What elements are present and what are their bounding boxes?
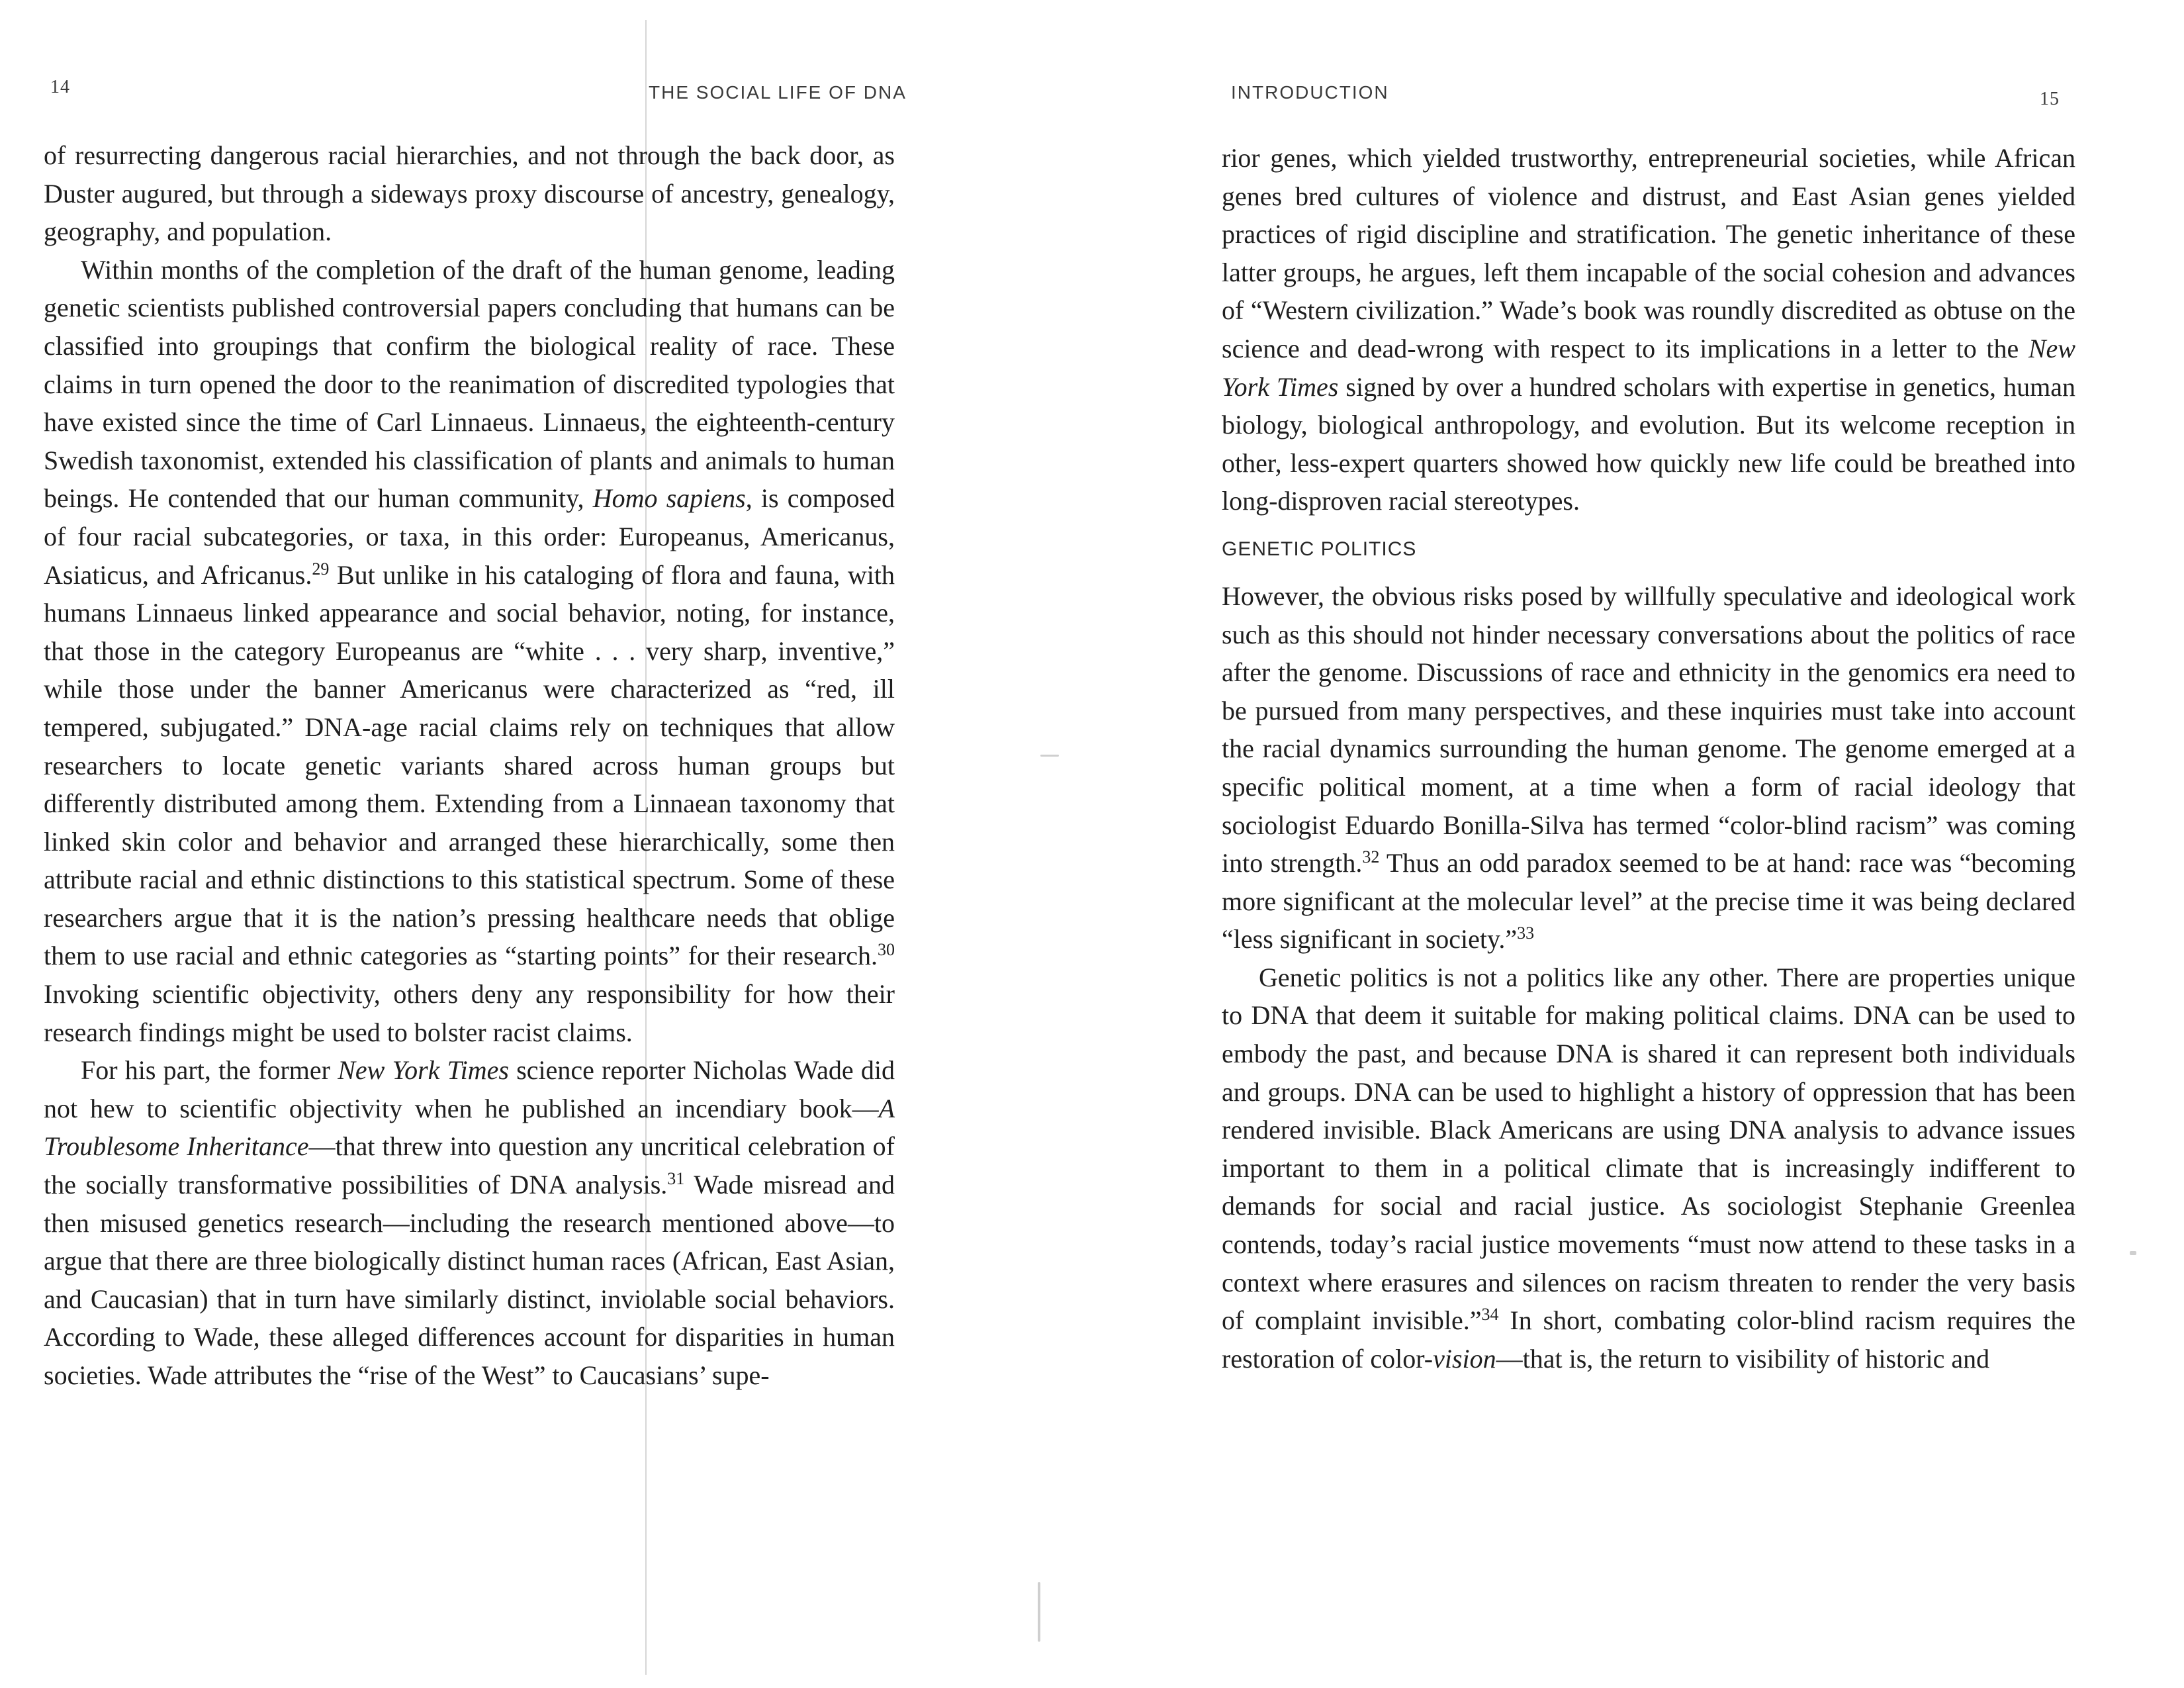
footnote-ref[interactable]: 32: [1362, 847, 1380, 867]
section-heading: GENETIC POLITICS: [1222, 538, 1417, 560]
text-run: In short, combating color-blind racism requires the restoration of color-: [1222, 1305, 2076, 1374]
text-run: Invoking scientific objectivity, others deny any responsibility for how their research findings might be used to bolster racist claims.: [44, 979, 895, 1047]
running-head: THE SOCIAL LIFE OF DNA: [649, 82, 907, 103]
text-run: —that threw into question any uncritical celebration of the socially transformative possibilities of DNA analysis.: [44, 1131, 895, 1200]
italic-text: New York Times: [338, 1055, 509, 1086]
left-page: [0, 0, 1032, 1688]
text-run: rior genes, which yielded trustworthy, entrepreneurial societies, while African genes bred cultures of violence and distrust, and East Asian genes yielded practices of rigid discipline and stratification. The genetic inheritance of these latter groups, he argues, left them incapable of the social cohesion and advances of “Western civilization.” Wade’s book was roundly discredited as obtuse on the science and dead-wrong with respect to its implications in a letter to the: [1222, 143, 2075, 363]
paragraph: [1222, 959, 2075, 1378]
text-run: of resurrecting dangerous racial hierarchies, and not through the back door, as Duster augured, but through a sideways proxy discourse of ancestry, genealogy, geography, and population.: [44, 140, 895, 247]
paragraph: [44, 251, 895, 1051]
paragraph: [44, 1051, 895, 1394]
right-page: [1092, 0, 2184, 1688]
body-text: [44, 136, 895, 1395]
text-run: Thus an odd paradox seemed to be at hand: race was “becoming more significant at the molecular level” at the precise time it was being declared “less significant in society.”: [1222, 848, 2075, 955]
scan-speck: [1038, 1582, 1040, 1642]
text-run: For his part, the former: [81, 1055, 338, 1086]
italic-text: vision: [1433, 1343, 1496, 1374]
footnote-ref[interactable]: 31: [667, 1169, 685, 1189]
body-text: [1222, 139, 2075, 1378]
text-run: signed by over a hundred scholars with expertise in genetics, human biology, biological anthropology, and evolution. But its welcome reception in other, less-expert quarters showed how quickly new life could be breathed into long-disproven racial stereotypes.: [1222, 371, 2075, 516]
paragraph: [1222, 139, 2075, 520]
text-run: Wade misread and then misused genetics research—including the research mentioned above—to argue that there are three biologically distinct human races (African, East Asian, and Caucasian) that in turn have similarly distinct, inviolable social behaviors. According to Wade, these alleged differences account for disparities in human societies. Wade attributes the “rise of the West” to Caucasians’ supe-: [44, 1170, 895, 1390]
text-run: science reporter Nicholas Wade did not hew to scientific objectivity when he published an incendiary book—: [44, 1055, 895, 1123]
scan-speck: [1040, 755, 1059, 757]
italic-text: New York Times: [1222, 333, 2075, 402]
page-number: 14: [50, 77, 70, 97]
italic-text: A Troublesome Inheritance: [44, 1093, 895, 1162]
footnote-ref[interactable]: 29: [312, 559, 330, 579]
text-run: Within months of the completion of the draft of the human genome, leading genetic scientists published controversial papers concluding that humans can be classified into groupings that confirm the biological reality of race. These claims in turn opened the door to the reanimation of discredited typologies that have existed since the time of Carl Linnaeus. Linnaeus, the eighteenth-century Swedish taxonomist, extended his classification of plants and animals to human beings. He contended that our human community,: [44, 254, 895, 514]
text-run: , is composed of four racial subcategories, or taxa, in this order: Europeanus, Americanus, Asiaticus, and Africanus.: [44, 483, 895, 590]
paragraph: [1222, 577, 2075, 959]
running-head: INTRODUCTION: [1231, 82, 1389, 103]
footnote-ref[interactable]: 33: [1517, 923, 1535, 943]
italic-text: Homo sapiens: [592, 483, 746, 514]
text-run: —that is, the return to visibility of historic and: [1496, 1343, 1990, 1374]
text-run: However, the obvious risks posed by willfully speculative and ideological work such as this should not hinder necessary conversations about the politics of race after the genome. Discussions of race and ethnicity in the genomics era need to be pursued from many perspectives, and these inquiries must take into account the racial dynamics surrounding the human genome. The genome emerged at a specific political moment, at a time when a form of racial ideology that sociologist Eduardo Bonilla-Silva has termed “color-blind racism” was coming into strength.: [1222, 581, 2075, 878]
footnote-ref[interactable]: 34: [1481, 1305, 1499, 1325]
text-run: Genetic politics is not a politics like any other. There are properties unique to DNA that deem it suitable for making political claims. DNA can be used to embody the past, and because DNA is shared it can represent both individuals and groups. DNA can be used to highlight a history of oppression that has been rendered invisible. Black Americans are using DNA analysis to advance issues important to them in a political climate that is increasingly indifferent to demands for social and racial justice. As sociologist Stephanie Greenlea contends, today’s racial justice movements “must now attend to these tasks in a context where erasures and silences on racism threaten to render the very basis of complaint invisible.”: [1222, 962, 2075, 1336]
paragraph: [44, 136, 895, 251]
footnote-ref[interactable]: 30: [878, 940, 895, 960]
text-run: But unlike in his cataloging of flora and fauna, with humans Linnaeus linked appearance and social behavior, noting, for instance, that those in the category Europeanus are “white . . . very sharp, inventive,” while those under the banner Americanus were characterized as “red, ill tempered, subjugated.” DNA-age racial claims rely on techniques that allow researchers to locate genetic variants shared across human groups but differently distributed among them. Extending from a Linnaean taxonomy that linked skin color and behavior and arranged these hierarchically, some then attribute racial and ethnic distinctions to this statistical spectrum. Some of these researchers argue that it is the nation’s pressing healthcare needs that oblige them to use racial and ethnic categories as “starting points” for their research.: [44, 559, 895, 971]
page-number: 15: [2040, 89, 2060, 109]
